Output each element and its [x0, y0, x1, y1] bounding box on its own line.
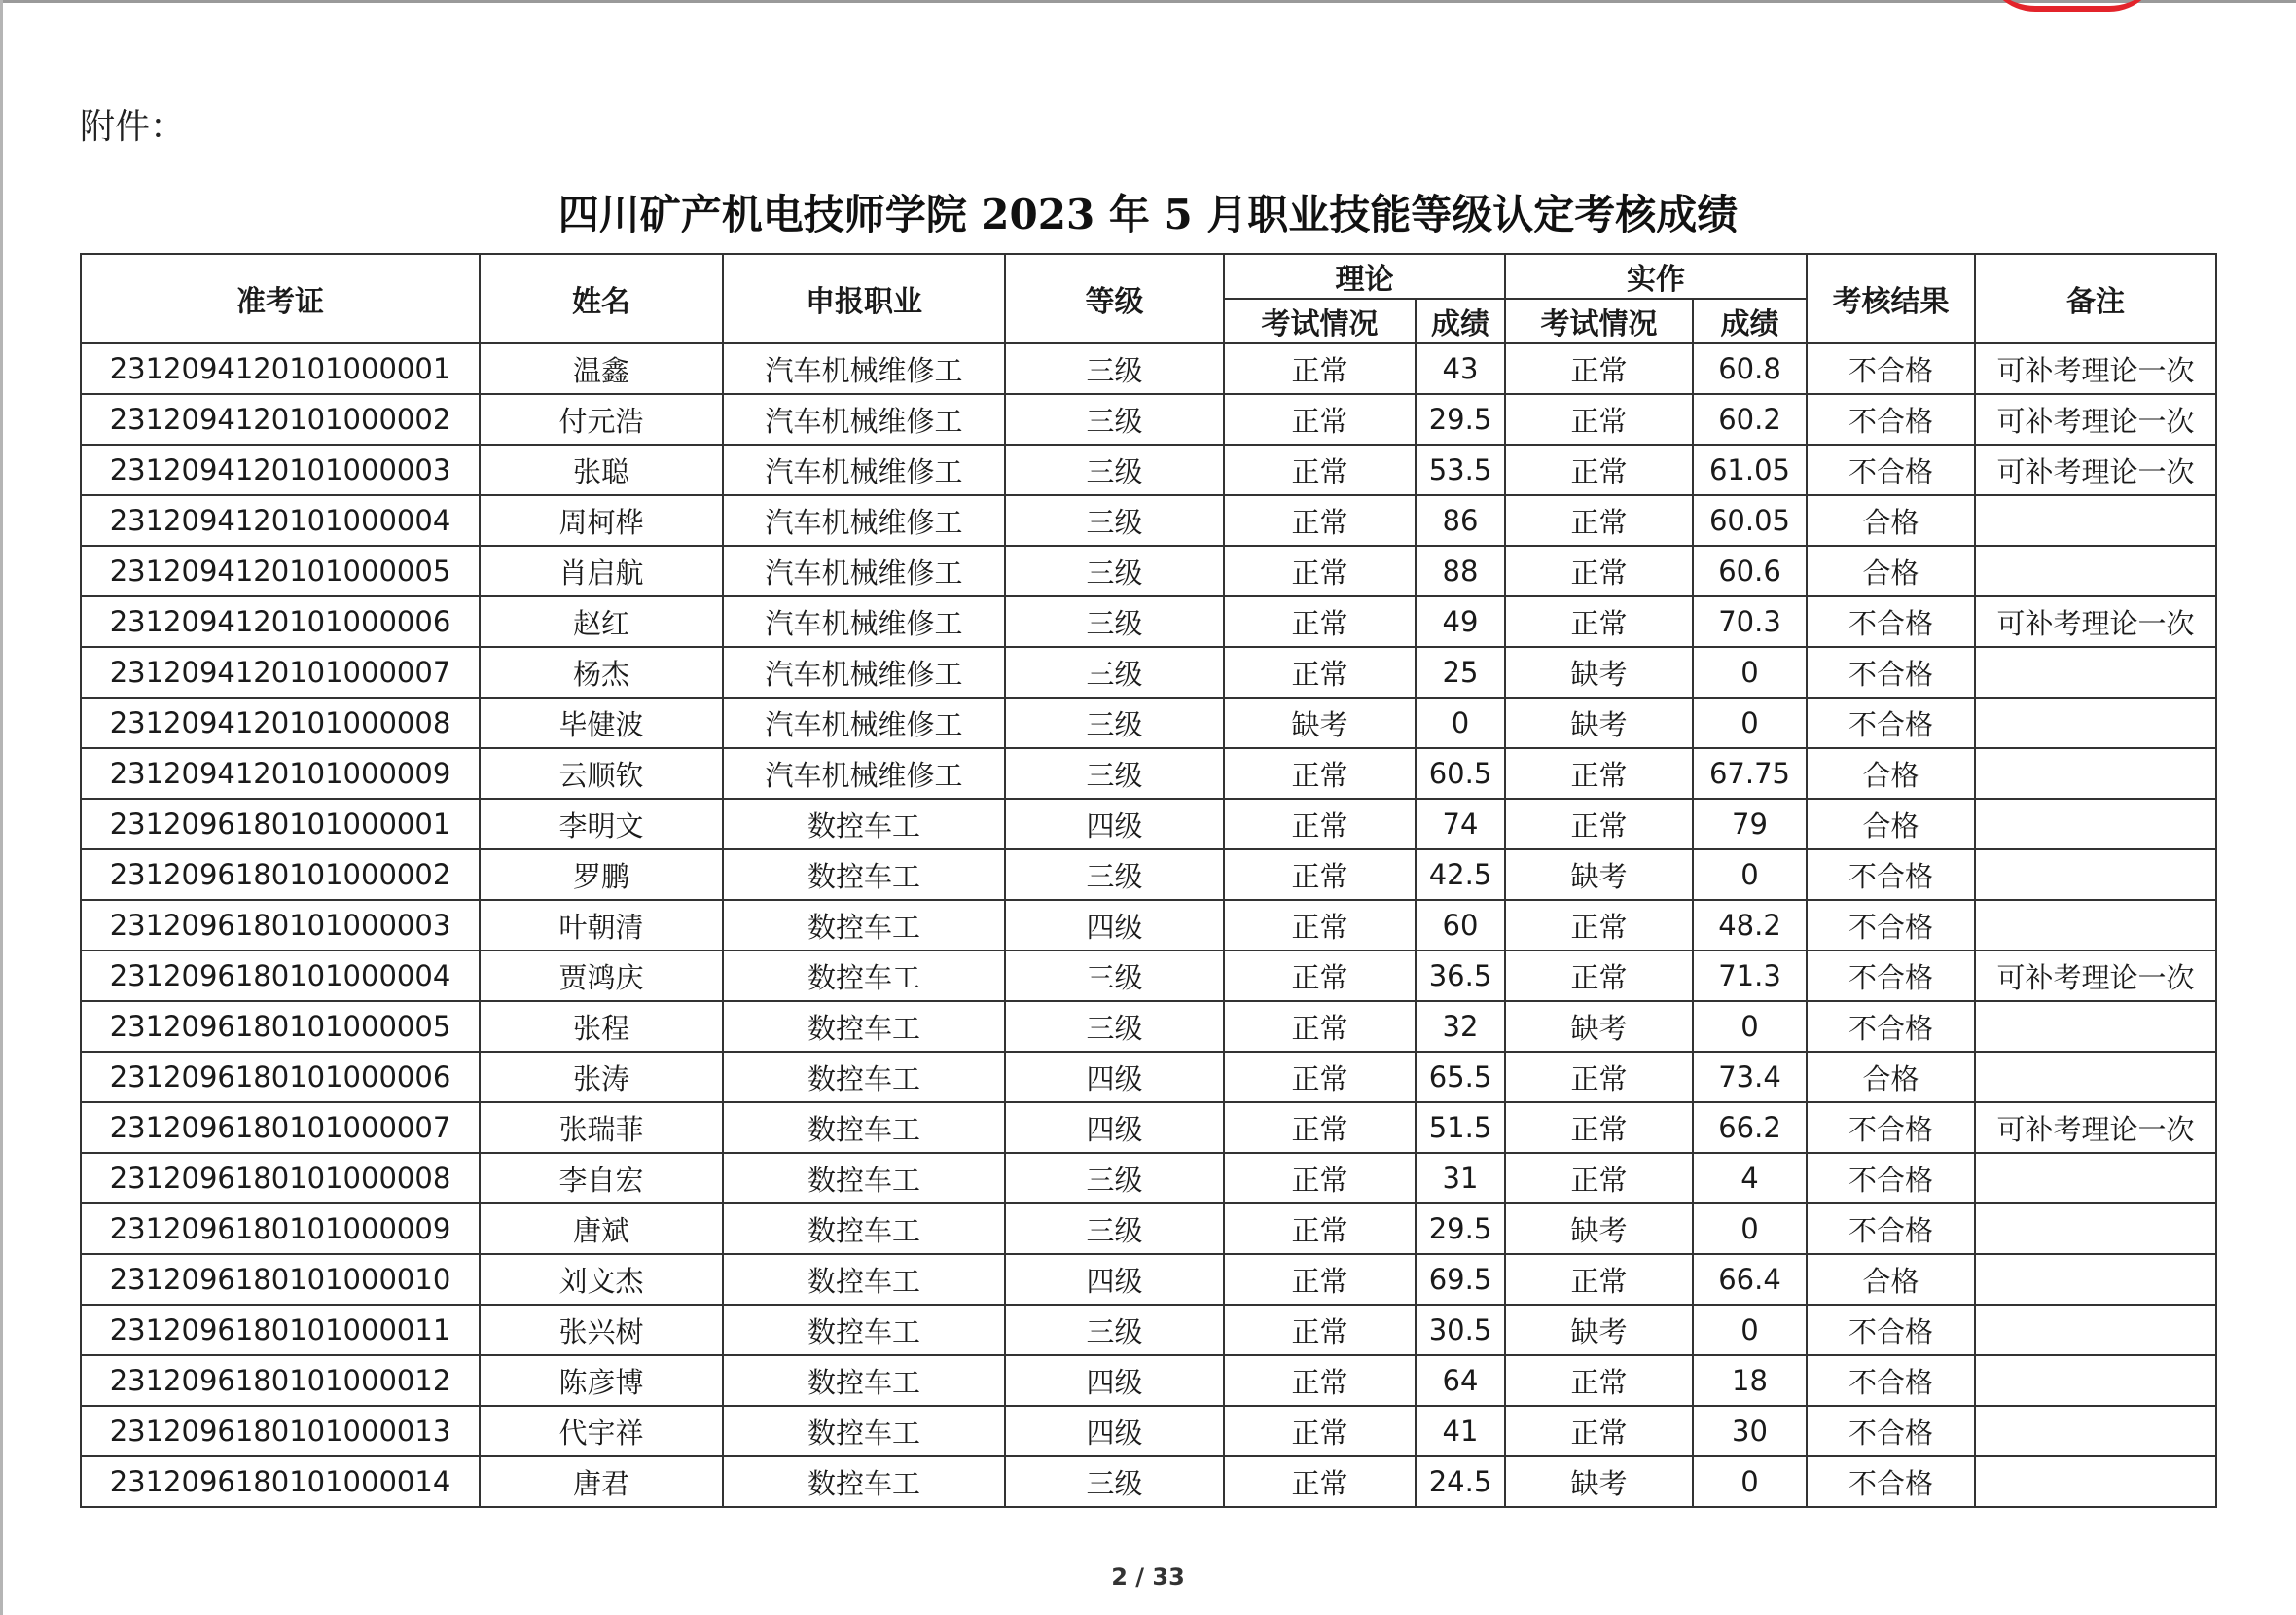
cell-practical-status: 正常: [1505, 1406, 1693, 1456]
table-header: [81, 254, 2216, 343]
cell-practical-status: 正常: [1505, 1052, 1693, 1102]
cell-occupation: 数控车工: [723, 1203, 1005, 1254]
cell-theory-status: 正常: [1224, 1001, 1416, 1052]
cell-remark: [1975, 1254, 2216, 1305]
header-result: 考核结果: [1807, 254, 1975, 343]
header-practical-status: 考试情况: [1505, 299, 1693, 343]
cell-practical-score: 18: [1693, 1355, 1807, 1406]
cell-occupation: 汽车机械维修工: [723, 445, 1005, 495]
cell-exam-id: 2312094120101000007: [81, 647, 480, 698]
table-row: [81, 1052, 2216, 1102]
cell-practical-score: 0: [1693, 1456, 1807, 1507]
cell-remark: 可补考理论一次: [1975, 343, 2216, 394]
cell-remark: 可补考理论一次: [1975, 394, 2216, 445]
cell-occupation: 数控车工: [723, 1406, 1005, 1456]
cell-exam-id: 2312096180101000006: [81, 1052, 480, 1102]
cell-name: 李明文: [480, 799, 723, 849]
cell-theory-status: 正常: [1224, 546, 1416, 596]
table-row: [81, 748, 2216, 799]
cell-practical-status: 正常: [1505, 495, 1693, 546]
cell-name: 肖启航: [480, 546, 723, 596]
header-practical: 实作: [1505, 254, 1807, 299]
cell-occupation: 数控车工: [723, 1305, 1005, 1355]
score-table: [80, 253, 2217, 1508]
cell-name: 叶朝清: [480, 900, 723, 951]
cell-remark: [1975, 1355, 2216, 1406]
cell-name: 陈彦博: [480, 1355, 723, 1406]
cell-theory-score: 49: [1416, 596, 1505, 647]
cell-name: 杨杰: [480, 647, 723, 698]
cell-remark: [1975, 1305, 2216, 1355]
cell-theory-status: 正常: [1224, 1052, 1416, 1102]
cell-practical-score: 67.75: [1693, 748, 1807, 799]
cell-theory-status: 正常: [1224, 343, 1416, 394]
cell-name: 李自宏: [480, 1153, 723, 1203]
cell-name: 罗鹏: [480, 849, 723, 900]
cell-theory-score: 69.5: [1416, 1254, 1505, 1305]
cell-level: 三级: [1005, 849, 1224, 900]
cell-result: 不合格: [1807, 596, 1975, 647]
table-row: [81, 445, 2216, 495]
cell-level: 三级: [1005, 546, 1224, 596]
cell-practical-score: 71.3: [1693, 951, 1807, 1001]
cell-level: 三级: [1005, 1456, 1224, 1507]
cell-result: 不合格: [1807, 343, 1975, 394]
cell-theory-status: 正常: [1224, 1406, 1416, 1456]
cell-name: 云顺钦: [480, 748, 723, 799]
cell-theory-status: 正常: [1224, 1153, 1416, 1203]
cell-result: 合格: [1807, 1254, 1975, 1305]
cell-practical-status: 正常: [1505, 1254, 1693, 1305]
cell-practical-status: 正常: [1505, 394, 1693, 445]
header-remark: 备注: [1975, 254, 2216, 343]
cell-result: 不合格: [1807, 1153, 1975, 1203]
cell-theory-score: 42.5: [1416, 849, 1505, 900]
cell-practical-score: 48.2: [1693, 900, 1807, 951]
cell-occupation: 数控车工: [723, 1052, 1005, 1102]
table-row: [81, 1456, 2216, 1507]
cell-result: 不合格: [1807, 698, 1975, 748]
cell-theory-status: 缺考: [1224, 698, 1416, 748]
table-row: [81, 647, 2216, 698]
table-row: [81, 1203, 2216, 1254]
cell-practical-score: 0: [1693, 1203, 1807, 1254]
cell-result: 合格: [1807, 799, 1975, 849]
cell-theory-score: 64: [1416, 1355, 1505, 1406]
cell-level: 三级: [1005, 1203, 1224, 1254]
cell-level: 三级: [1005, 495, 1224, 546]
header-name: 姓名: [480, 254, 723, 343]
cell-practical-score: 70.3: [1693, 596, 1807, 647]
cell-result: 不合格: [1807, 1406, 1975, 1456]
cell-practical-score: 60.6: [1693, 546, 1807, 596]
cell-theory-score: 24.5: [1416, 1456, 1505, 1507]
page-number: 2 / 33: [1111, 1563, 1185, 1591]
table-row: [81, 951, 2216, 1001]
cell-level: 三级: [1005, 647, 1224, 698]
cell-exam-id: 2312096180101000010: [81, 1254, 480, 1305]
cell-result: 不合格: [1807, 1102, 1975, 1153]
cell-remark: 可补考理论一次: [1975, 445, 2216, 495]
cell-level: 三级: [1005, 951, 1224, 1001]
cell-theory-score: 60.5: [1416, 748, 1505, 799]
cell-level: 四级: [1005, 1052, 1224, 1102]
cell-remark: [1975, 849, 2216, 900]
cell-theory-score: 29.5: [1416, 394, 1505, 445]
table-row: [81, 1305, 2216, 1355]
cell-name: 毕健波: [480, 698, 723, 748]
cell-practical-score: 60.2: [1693, 394, 1807, 445]
cell-level: 三级: [1005, 698, 1224, 748]
cell-remark: [1975, 1406, 2216, 1456]
cell-exam-id: 2312094120101000001: [81, 343, 480, 394]
cell-practical-score: 30: [1693, 1406, 1807, 1456]
cell-practical-status: 正常: [1505, 1102, 1693, 1153]
cell-theory-score: 74: [1416, 799, 1505, 849]
cell-level: 四级: [1005, 799, 1224, 849]
cell-result: 不合格: [1807, 445, 1975, 495]
table-row: [81, 495, 2216, 546]
cell-practical-status: 正常: [1505, 951, 1693, 1001]
cell-practical-status: 缺考: [1505, 1305, 1693, 1355]
cell-exam-id: 2312096180101000011: [81, 1305, 480, 1355]
cell-occupation: 数控车工: [723, 1456, 1005, 1507]
cell-exam-id: 2312094120101000009: [81, 748, 480, 799]
cell-name: 张聪: [480, 445, 723, 495]
cell-occupation: 汽车机械维修工: [723, 647, 1005, 698]
cell-practical-status: 正常: [1505, 1355, 1693, 1406]
header-exam-id: 准考证: [81, 254, 480, 343]
cell-exam-id: 2312096180101000007: [81, 1102, 480, 1153]
cell-exam-id: 2312096180101000009: [81, 1203, 480, 1254]
table-body: [81, 343, 2216, 1507]
cell-practical-status: 缺考: [1505, 698, 1693, 748]
cell-theory-score: 25: [1416, 647, 1505, 698]
cell-practical-score: 60.05: [1693, 495, 1807, 546]
cell-result: 不合格: [1807, 1456, 1975, 1507]
cell-theory-score: 53.5: [1416, 445, 1505, 495]
cell-exam-id: 2312094120101000004: [81, 495, 480, 546]
cell-practical-score: 0: [1693, 849, 1807, 900]
cell-practical-status: 正常: [1505, 748, 1693, 799]
cell-theory-status: 正常: [1224, 495, 1416, 546]
cell-exam-id: 2312094120101000002: [81, 394, 480, 445]
red-seal-fragment: [1985, 0, 2160, 12]
cell-theory-score: 32: [1416, 1001, 1505, 1052]
cell-result: 合格: [1807, 546, 1975, 596]
cell-name: 赵红: [480, 596, 723, 647]
table-row: [81, 394, 2216, 445]
cell-occupation: 汽车机械维修工: [723, 495, 1005, 546]
cell-name: 温鑫: [480, 343, 723, 394]
cell-practical-score: 73.4: [1693, 1052, 1807, 1102]
cell-theory-status: 正常: [1224, 849, 1416, 900]
table-row: [81, 1254, 2216, 1305]
cell-name: 代宇祥: [480, 1406, 723, 1456]
cell-name: 贾鸿庆: [480, 951, 723, 1001]
cell-practical-status: 缺考: [1505, 1203, 1693, 1254]
cell-practical-status: 缺考: [1505, 647, 1693, 698]
cell-occupation: 数控车工: [723, 799, 1005, 849]
cell-practical-score: 60.8: [1693, 343, 1807, 394]
cell-level: 四级: [1005, 900, 1224, 951]
cell-practical-status: 正常: [1505, 900, 1693, 951]
cell-occupation: 数控车工: [723, 1153, 1005, 1203]
cell-level: 三级: [1005, 1153, 1224, 1203]
table-row: [81, 1355, 2216, 1406]
cell-theory-score: 29.5: [1416, 1203, 1505, 1254]
cell-practical-score: 0: [1693, 1001, 1807, 1052]
header-occupation: 申报职业: [723, 254, 1005, 343]
cell-result: 合格: [1807, 1052, 1975, 1102]
cell-practical-status: 缺考: [1505, 849, 1693, 900]
cell-level: 四级: [1005, 1406, 1224, 1456]
cell-theory-score: 86: [1416, 495, 1505, 546]
cell-remark: 可补考理论一次: [1975, 596, 2216, 647]
cell-remark: [1975, 748, 2216, 799]
table-row: [81, 698, 2216, 748]
cell-theory-score: 30.5: [1416, 1305, 1505, 1355]
cell-practical-score: 0: [1693, 698, 1807, 748]
cell-exam-id: 2312094120101000003: [81, 445, 480, 495]
cell-remark: [1975, 647, 2216, 698]
header-practical-score: 成绩: [1693, 299, 1807, 343]
cell-theory-status: 正常: [1224, 900, 1416, 951]
table-row: [81, 900, 2216, 951]
cell-level: 三级: [1005, 1001, 1224, 1052]
cell-theory-status: 正常: [1224, 445, 1416, 495]
cell-result: 不合格: [1807, 1001, 1975, 1052]
cell-result: 不合格: [1807, 647, 1975, 698]
cell-name: 付元浩: [480, 394, 723, 445]
cell-name: 周柯桦: [480, 495, 723, 546]
cell-exam-id: 2312096180101000008: [81, 1153, 480, 1203]
cell-theory-status: 正常: [1224, 1254, 1416, 1305]
cell-remark: 可补考理论一次: [1975, 1102, 2216, 1153]
cell-theory-score: 51.5: [1416, 1102, 1505, 1153]
header-theory: 理论: [1224, 254, 1505, 299]
cell-level: 四级: [1005, 1254, 1224, 1305]
cell-occupation: 数控车工: [723, 1102, 1005, 1153]
cell-theory-score: 88: [1416, 546, 1505, 596]
cell-practical-status: 正常: [1505, 343, 1693, 394]
cell-level: 四级: [1005, 1102, 1224, 1153]
cell-remark: 可补考理论一次: [1975, 951, 2216, 1001]
cell-theory-status: 正常: [1224, 1456, 1416, 1507]
cell-occupation: 汽车机械维修工: [723, 394, 1005, 445]
scan-edge-top: [0, 0, 2296, 3]
cell-exam-id: 2312096180101000013: [81, 1406, 480, 1456]
cell-practical-status: 正常: [1505, 546, 1693, 596]
cell-remark: [1975, 1456, 2216, 1507]
cell-occupation: 汽车机械维修工: [723, 596, 1005, 647]
cell-occupation: 数控车工: [723, 849, 1005, 900]
cell-practical-status: 正常: [1505, 799, 1693, 849]
cell-theory-score: 0: [1416, 698, 1505, 748]
cell-theory-status: 正常: [1224, 1355, 1416, 1406]
cell-level: 三级: [1005, 748, 1224, 799]
cell-result: 不合格: [1807, 1305, 1975, 1355]
cell-exam-id: 2312096180101000012: [81, 1355, 480, 1406]
cell-occupation: 数控车工: [723, 951, 1005, 1001]
cell-practical-score: 79: [1693, 799, 1807, 849]
cell-level: 三级: [1005, 1305, 1224, 1355]
cell-theory-status: 正常: [1224, 647, 1416, 698]
cell-practical-status: 正常: [1505, 445, 1693, 495]
cell-theory-score: 60: [1416, 900, 1505, 951]
cell-name: 张兴树: [480, 1305, 723, 1355]
header-theory-status: 考试情况: [1224, 299, 1416, 343]
cell-theory-score: 41: [1416, 1406, 1505, 1456]
cell-theory-status: 正常: [1224, 799, 1416, 849]
table-row: [81, 1102, 2216, 1153]
cell-exam-id: 2312094120101000008: [81, 698, 480, 748]
cell-theory-status: 正常: [1224, 394, 1416, 445]
cell-occupation: 数控车工: [723, 1001, 1005, 1052]
cell-name: 刘文杰: [480, 1254, 723, 1305]
cell-remark: [1975, 799, 2216, 849]
table-row: [81, 546, 2216, 596]
cell-result: 不合格: [1807, 394, 1975, 445]
cell-remark: [1975, 1153, 2216, 1203]
cell-practical-score: 66.4: [1693, 1254, 1807, 1305]
cell-practical-status: 正常: [1505, 1153, 1693, 1203]
cell-result: 不合格: [1807, 849, 1975, 900]
cell-level: 三级: [1005, 394, 1224, 445]
table-row: [81, 1001, 2216, 1052]
cell-result: 不合格: [1807, 1203, 1975, 1254]
cell-exam-id: 2312096180101000002: [81, 849, 480, 900]
cell-exam-id: 2312096180101000001: [81, 799, 480, 849]
cell-occupation: 数控车工: [723, 900, 1005, 951]
cell-theory-score: 65.5: [1416, 1052, 1505, 1102]
header-theory-score: 成绩: [1416, 299, 1505, 343]
document-title: 四川矿产机电技师学院 2023 年 5 月职业技能等级认定考核成绩: [557, 191, 1739, 238]
cell-occupation: 汽车机械维修工: [723, 748, 1005, 799]
cell-exam-id: 2312094120101000005: [81, 546, 480, 596]
cell-exam-id: 2312094120101000006: [81, 596, 480, 647]
cell-practical-score: 4: [1693, 1153, 1807, 1203]
attachment-label: 附件：: [80, 107, 186, 147]
cell-level: 三级: [1005, 596, 1224, 647]
header-level: 等级: [1005, 254, 1224, 343]
cell-name: 张程: [480, 1001, 723, 1052]
cell-remark: [1975, 1001, 2216, 1052]
cell-practical-score: 66.2: [1693, 1102, 1807, 1153]
cell-practical-status: 正常: [1505, 596, 1693, 647]
table-row: [81, 849, 2216, 900]
cell-level: 三级: [1005, 445, 1224, 495]
cell-exam-id: 2312096180101000005: [81, 1001, 480, 1052]
cell-theory-status: 正常: [1224, 1102, 1416, 1153]
cell-theory-status: 正常: [1224, 951, 1416, 1001]
cell-result: 不合格: [1807, 900, 1975, 951]
cell-occupation: 数控车工: [723, 1254, 1005, 1305]
cell-remark: [1975, 1052, 2216, 1102]
table-row: [81, 1406, 2216, 1456]
cell-occupation: 数控车工: [723, 1355, 1005, 1406]
scan-edge-left: [0, 0, 3, 1615]
cell-remark: [1975, 698, 2216, 748]
cell-name: 张涛: [480, 1052, 723, 1102]
cell-theory-status: 正常: [1224, 1203, 1416, 1254]
cell-remark: [1975, 546, 2216, 596]
table-row: [81, 343, 2216, 394]
cell-result: 不合格: [1807, 951, 1975, 1001]
cell-exam-id: 2312096180101000014: [81, 1456, 480, 1507]
table-row: [81, 799, 2216, 849]
cell-theory-status: 正常: [1224, 1305, 1416, 1355]
cell-remark: [1975, 1203, 2216, 1254]
cell-theory-status: 正常: [1224, 596, 1416, 647]
cell-remark: [1975, 900, 2216, 951]
table-row: [81, 1153, 2216, 1203]
cell-practical-score: 0: [1693, 647, 1807, 698]
cell-exam-id: 2312096180101000004: [81, 951, 480, 1001]
cell-exam-id: 2312096180101000003: [81, 900, 480, 951]
cell-name: 唐君: [480, 1456, 723, 1507]
cell-practical-status: 缺考: [1505, 1001, 1693, 1052]
cell-result: 合格: [1807, 495, 1975, 546]
cell-practical-score: 61.05: [1693, 445, 1807, 495]
cell-theory-score: 43: [1416, 343, 1505, 394]
cell-result: 合格: [1807, 748, 1975, 799]
cell-result: 不合格: [1807, 1355, 1975, 1406]
cell-theory-status: 正常: [1224, 748, 1416, 799]
cell-occupation: 汽车机械维修工: [723, 698, 1005, 748]
cell-occupation: 汽车机械维修工: [723, 343, 1005, 394]
cell-level: 四级: [1005, 1355, 1224, 1406]
cell-name: 唐斌: [480, 1203, 723, 1254]
cell-remark: [1975, 495, 2216, 546]
table-row: [81, 596, 2216, 647]
cell-level: 三级: [1005, 343, 1224, 394]
cell-theory-score: 31: [1416, 1153, 1505, 1203]
cell-practical-score: 0: [1693, 1305, 1807, 1355]
cell-name: 张瑞菲: [480, 1102, 723, 1153]
cell-practical-status: 缺考: [1505, 1456, 1693, 1507]
cell-theory-score: 36.5: [1416, 951, 1505, 1001]
cell-occupation: 汽车机械维修工: [723, 546, 1005, 596]
